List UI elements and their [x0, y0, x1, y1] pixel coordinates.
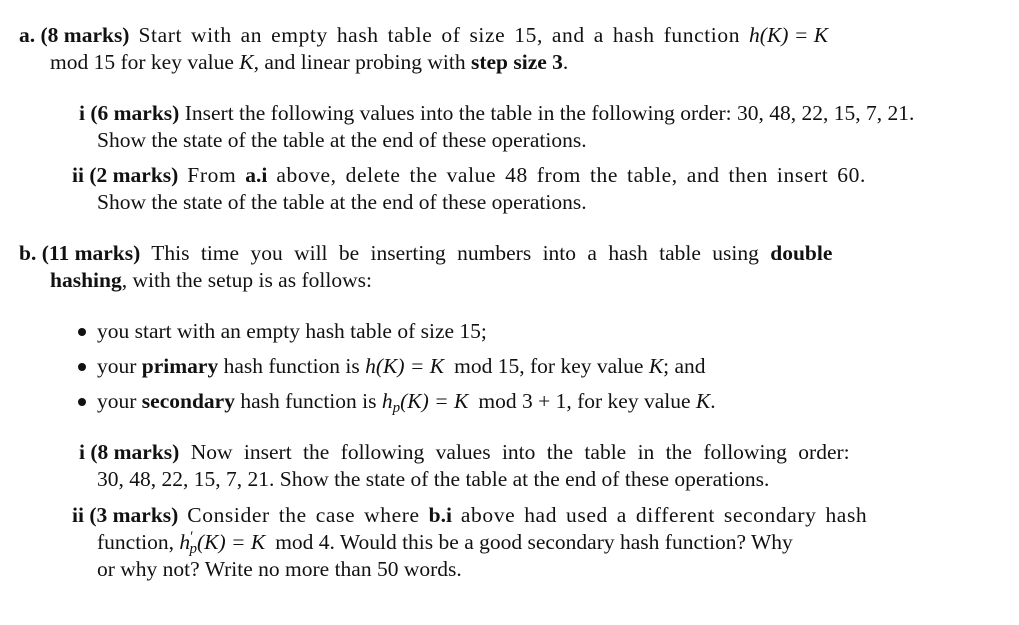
secondary-hash-math: h — [381, 389, 393, 413]
question-a-i-line-2 — [97, 127, 587, 154]
question-b-ii-line-2 — [97, 529, 793, 556]
bullet-item-2 — [97, 353, 706, 380]
part-marks: (8 marks) — [90, 440, 180, 464]
bullet-text: your — [97, 354, 142, 378]
part-label: i — [79, 101, 85, 125]
part-label: i — [79, 440, 85, 464]
part-text: or why not? Write no more than 50 words. — [97, 557, 462, 581]
question-b-line-1 — [19, 240, 832, 267]
question-a-line-1 — [19, 22, 828, 49]
step-size-emphasis: step size 3 — [470, 50, 563, 74]
part-label: ii — [72, 163, 84, 187]
question-b-label: b. — [19, 241, 37, 265]
part-text: From — [178, 163, 246, 187]
bullet-text: mod 3 + 1, for key value — [478, 389, 696, 413]
question-a-text-2a: mod 15 for key value — [50, 50, 240, 74]
question-a-ii-line-1 — [72, 162, 866, 189]
primary-hash-math: h(K) = K — [365, 354, 445, 378]
bullet-text: your — [97, 389, 142, 413]
bullet-item-1 — [97, 318, 487, 345]
part-text: 30, 48, 22, 15, 7, 21. Show the state of the table at the end of these operations. — [97, 467, 770, 491]
subscript-p: p — [392, 400, 401, 416]
question-b-line-2 — [50, 267, 372, 294]
reference-bold: b.i — [428, 503, 452, 527]
question-b-i-line-1 — [79, 439, 850, 466]
alt-hash-math-rest: (K) = K — [196, 530, 266, 554]
secondary-hash-math-rest: (K) = K — [400, 389, 469, 413]
period: . — [562, 50, 569, 74]
prime-mark: ′ — [190, 529, 194, 545]
hash-function-math: h(K) = K — [749, 23, 829, 47]
secondary-emphasis: secondary — [141, 389, 235, 413]
part-text: Insert the following values into the table in the following order: 30, 48, 22, 15, 7, 21. — [179, 101, 915, 125]
hashing-emphasis: hashing — [50, 268, 122, 292]
question-b-text-1: This time you will be inserting numbers into a hash table using — [140, 241, 771, 265]
bullet-text: ; and — [663, 354, 706, 378]
part-text: Show the state of the table at the end of these operations. — [97, 190, 587, 214]
part-text: Consider the case where — [178, 503, 429, 527]
question-a-ii-line-2 — [97, 189, 587, 216]
bullet-item-3 — [97, 388, 716, 415]
question-a-label: a. — [19, 23, 36, 47]
part-marks: (3 marks) — [89, 503, 179, 527]
key-variable: K — [695, 389, 711, 413]
subscript-p: p — [189, 541, 197, 557]
bullet-text: you start with an empty hash table of size 15; — [97, 319, 487, 343]
question-b-marks: (11 marks) — [41, 241, 141, 265]
part-text: above, delete the value 48 from the table, and then insert 60. — [267, 163, 866, 187]
question-b-i-line-2 — [97, 466, 769, 493]
bullet-icon — [78, 363, 86, 371]
part-marks: (6 marks) — [90, 101, 180, 125]
primary-emphasis: primary — [141, 354, 219, 378]
part-text: function, — [97, 530, 180, 554]
alt-hash-math: h — [179, 530, 191, 554]
bullet-text: . — [710, 389, 716, 413]
part-text: Show the state of the table at the end of these operations. — [97, 128, 587, 152]
key-variable: K — [239, 50, 254, 74]
question-a-text-2b: , and linear probing with — [253, 50, 471, 74]
question-a-text-1: Start with an empty hash table of size 15, and a hash function — [129, 23, 750, 47]
part-marks: (2 marks) — [89, 163, 179, 187]
question-a-i-line-1 — [79, 100, 914, 127]
question-b-ii-line-3 — [97, 556, 462, 583]
bullet-icon — [78, 398, 86, 406]
question-a-line-2 — [50, 49, 568, 76]
bullet-text: hash function is — [218, 354, 366, 378]
part-text: Now insert the following values into the table in the following order: — [179, 440, 850, 464]
question-b-text-2: , with the setup is as follows: — [121, 268, 372, 292]
bullet-text: mod 15, for key value — [454, 354, 649, 378]
part-text: above had used a different secondary hash — [451, 503, 868, 527]
part-label: ii — [72, 503, 84, 527]
part-text: mod 4. Would this be a good secondary hash function? Why — [275, 530, 793, 554]
reference-bold: a.i — [245, 163, 268, 187]
bullet-text: hash function is — [234, 389, 382, 413]
question-b-ii-line-1 — [72, 502, 867, 529]
bullet-icon — [78, 328, 86, 336]
question-a-marks: (8 marks) — [40, 23, 130, 47]
double-emphasis: double — [770, 241, 833, 265]
key-variable: K — [648, 354, 664, 378]
